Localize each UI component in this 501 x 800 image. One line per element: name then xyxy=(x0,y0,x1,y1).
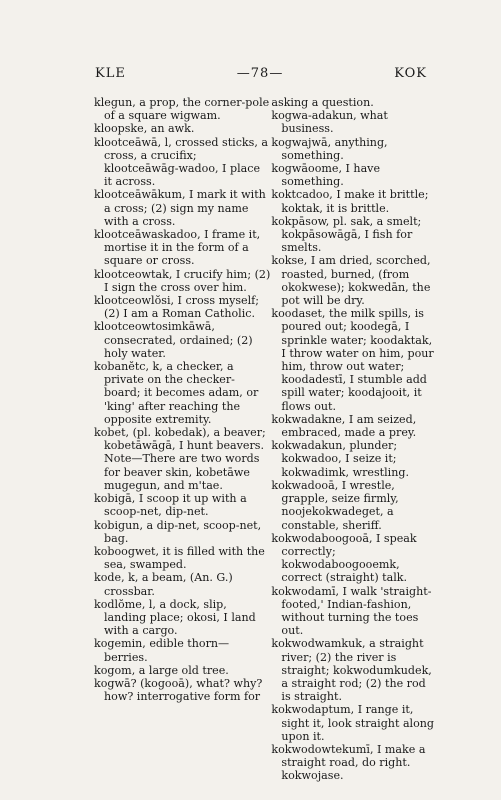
dictionary-entry: kode, k, a beam, (An. G.) crossbar. xyxy=(94,571,233,598)
header-left-guide-word: KLE xyxy=(95,66,126,81)
dictionary-entry: klootceāwā, l, crossed sticks, a cross, a crucifix; klootceāwāg-wadoo, I place it across. xyxy=(94,135,269,189)
dictionary-entry: kobigun, a dip-net, scoop-net, bag. xyxy=(94,518,262,545)
dictionary-entry: kokwodaboogooā, I speak correctly; kokwodaboogooemk, correct (straight) talk. xyxy=(271,531,417,585)
dictionary-entry: koktcadoo, I make it brittle; koktak, it is brittle. xyxy=(271,188,429,215)
dictionary-entry: kogwa-adakun, what business. xyxy=(271,109,388,136)
dictionary-entry: kodlŏme, l, a dock, slip, landing place; okosi, I land with a cargo. xyxy=(94,597,256,638)
right-column xyxy=(271,96,437,783)
dictionary-entry: kokwodwamkuk, a straight river; (2) the river is straight; kokwodumkudek, a straight rod; (2) the rod is straight. xyxy=(271,637,432,704)
dictionary-entry: kobanĕtc, k, a checker, a private on the checker-board; it becomes adam, or 'king' after reaching the opposite extremity. xyxy=(94,360,259,426)
dictionary-entry: klegun, a prop, the corner-pole of a square wigwam. xyxy=(94,96,270,123)
dictionary-entry: kokwodaptum, I range it, sight it, look straight along upon it. xyxy=(271,703,435,743)
page-header xyxy=(95,66,427,81)
dictionary-entry: kogwāoome, I have something. xyxy=(271,162,381,189)
dictionary-entry: kokpāsow, pl. sak, a smelt; kokpāsowāgā, I fish for smelts. xyxy=(271,214,422,255)
page-number: —78— xyxy=(236,66,284,81)
dictionary-entry: kogwajwā, anything, something. xyxy=(271,135,388,162)
dictionary-entry: koodaset, the milk spills, is poured out; koodegā, I sprinkle water; koodaktak, I throw water on him, pour him, throw out water; koodadestī, I stumble add spill water; koodajooit, it flows out. xyxy=(271,307,434,413)
dictionary-entry: kokwodowtekumī, I make a straight road, do right. kokwojase. xyxy=(271,742,426,783)
dictionary-entry: kloopske, an awk. xyxy=(94,122,195,136)
dictionary-entry: klootceowlŏsi, I cross myself; (2) I am a Roman Catholic. xyxy=(94,294,260,321)
dictionary-entry: asking a question. xyxy=(271,96,374,109)
dictionary-entry: klootceāwākum, I mark it with a cross; (2) sign my name with a cross. xyxy=(94,188,266,228)
dictionary-entry: klootceowtak, I crucify him; (2) I sign the cross over him. xyxy=(94,267,271,294)
dictionary-entry: kokse, I am dried, scorched, roasted, burned, (from okokwese); kokwedān, the pot will be dry. xyxy=(271,254,431,308)
dictionary-entry: koboogwet, it is filled with the sea, swamped. xyxy=(94,544,265,572)
dictionary-entry: kokwadakne, I am seized, embraced, made a prey. xyxy=(271,412,417,440)
dictionary-entry: kokwodamī, I walk 'straight-footed,' Indian-fashion, without turning the toes out. xyxy=(271,584,432,638)
dictionary-entry: kobet, (pl. kobedak), a beaver; kobetāwāgā, I hunt beavers. Note—There are two words for beaver skin, kobetāwe mugegun, and m'tae. xyxy=(94,426,266,492)
dictionary-entry: klootceāwaskadoo, I frame it, mortise it in the form of a square or cross. xyxy=(94,228,261,268)
header-right-guide-word: KOK xyxy=(394,66,427,81)
dictionary-entry: kogwā? (kogooā), what? why? how? interrogative form for xyxy=(94,676,263,704)
dictionary-entry: klootceowtosimkāwā, consecrated, ordained; (2) holy water. xyxy=(94,320,253,360)
dictionary-entry: kogom, a large old tree. xyxy=(94,663,229,677)
dictionary-columns xyxy=(94,96,437,783)
dictionary-entry: kogemin, edible thorn—berries. xyxy=(94,637,230,664)
left-column xyxy=(94,96,271,783)
dictionary-entry: kokwadakun, plunder; kokwadoo, I seize it; kokwadimk, wrestling. xyxy=(271,439,409,479)
dictionary-entry: kobigā, I scoop it up with a scoop-net, dip-net. xyxy=(94,492,247,519)
dictionary-entry: kokwadooā, I wrestle, grapple, seize firmly, noojekokwadeget, a constable, sheriff. xyxy=(271,478,399,532)
